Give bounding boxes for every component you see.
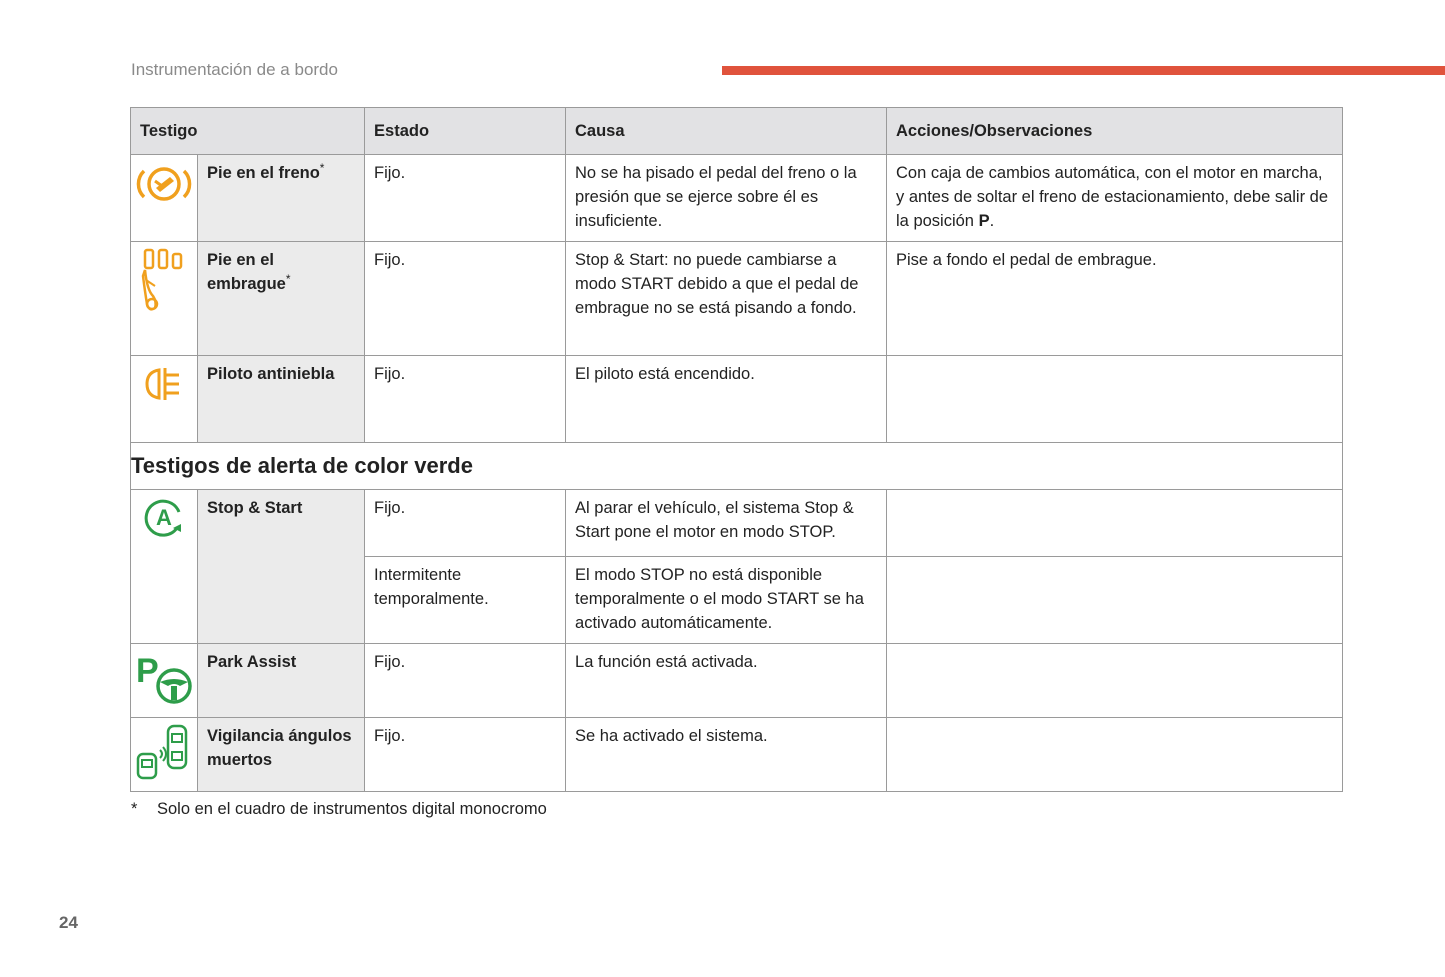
warning-light-name: Pie en el embrague (207, 251, 286, 293)
svg-text:A: A (156, 505, 172, 530)
causa-cell: El piloto está encendido. (566, 356, 887, 443)
estado-cell: Fijo. (365, 356, 566, 443)
estado-cell: Intermitente temporalmente. (365, 557, 566, 644)
acciones-cell (887, 356, 1343, 443)
gear-position-p: P (978, 212, 990, 230)
park-assist-icon (134, 648, 194, 706)
asterisk: * (319, 161, 325, 175)
page-number: 24 (59, 913, 78, 932)
table-row (131, 718, 1343, 792)
causa-cell: La función está activada. (566, 644, 887, 718)
warning-lights-table (130, 107, 1343, 792)
green-section-title: Testigos de alerta de color verde (131, 443, 1343, 490)
causa-cell: Al parar el vehículo, el sistema Stop & Start pone el motor en modo STOP. (566, 490, 887, 557)
estado-cell: Fijo. (365, 718, 566, 792)
footnote-marker: * (131, 800, 138, 818)
warning-light-name: Pie en el freno (207, 164, 320, 182)
rear-fog-light-icon (139, 360, 189, 410)
col-header-causa: Causa (566, 108, 887, 155)
stop-start-icon (139, 494, 189, 544)
table-row (131, 242, 1343, 356)
blind-spot-icon (134, 722, 194, 784)
acciones-cell: Pise a fondo el pedal de embrague. (887, 242, 1343, 356)
estado-cell: Fijo. (365, 242, 566, 356)
warning-light-name: Piloto antiniebla (198, 356, 365, 443)
svg-text:P: P (136, 652, 159, 690)
causa-cell: Stop & Start: no puede cambiarse a modo START debido a que el pedal de embrague no se está pisando a fondo. (566, 242, 887, 356)
header-accent-bar (722, 66, 1445, 75)
table-row (131, 155, 1343, 242)
acciones-cell: Con caja de cambios automática, con el motor en marcha, y antes de soltar el freno de estacionamiento, debe salir de la posición P. (887, 155, 1343, 242)
col-header-estado: Estado (365, 108, 566, 155)
table-header-row (131, 108, 1343, 155)
acciones-cell (887, 490, 1343, 557)
acciones-cell (887, 644, 1343, 718)
table-row (131, 490, 1343, 557)
table-row (131, 356, 1343, 443)
section-header-row (131, 443, 1343, 490)
estado-cell: Fijo. (365, 644, 566, 718)
estado-cell: Fijo. (365, 155, 566, 242)
warning-light-name: Stop & Start (198, 490, 365, 644)
footnote (131, 800, 547, 819)
table-row (131, 644, 1343, 718)
warning-light-name: Vigilancia ángulos muertos (198, 718, 365, 792)
clutch-pedal-icon (137, 246, 191, 312)
warning-light-name: Park Assist (198, 644, 365, 718)
estado-cell: Fijo. (365, 490, 566, 557)
causa-cell: El modo STOP no está disponible temporalmente o el modo START se ha activado automáticamente. (566, 557, 887, 644)
acciones-cell (887, 718, 1343, 792)
causa-cell: Se ha activado el sistema. (566, 718, 887, 792)
causa-cell: No se ha pisado el pedal del freno o la presión que se ejerce sobre él es insuficiente. (566, 155, 887, 242)
asterisk: * (285, 272, 291, 286)
col-header-acciones: Acciones/Observaciones (887, 108, 1343, 155)
acciones-cell (887, 557, 1343, 644)
section-title: Instrumentación de a bordo (131, 60, 338, 79)
brake-pedal-icon (135, 159, 193, 209)
col-header-testigo: Testigo (131, 108, 365, 155)
footnote-text: Solo en el cuadro de instrumentos digital monocromo (157, 800, 547, 818)
